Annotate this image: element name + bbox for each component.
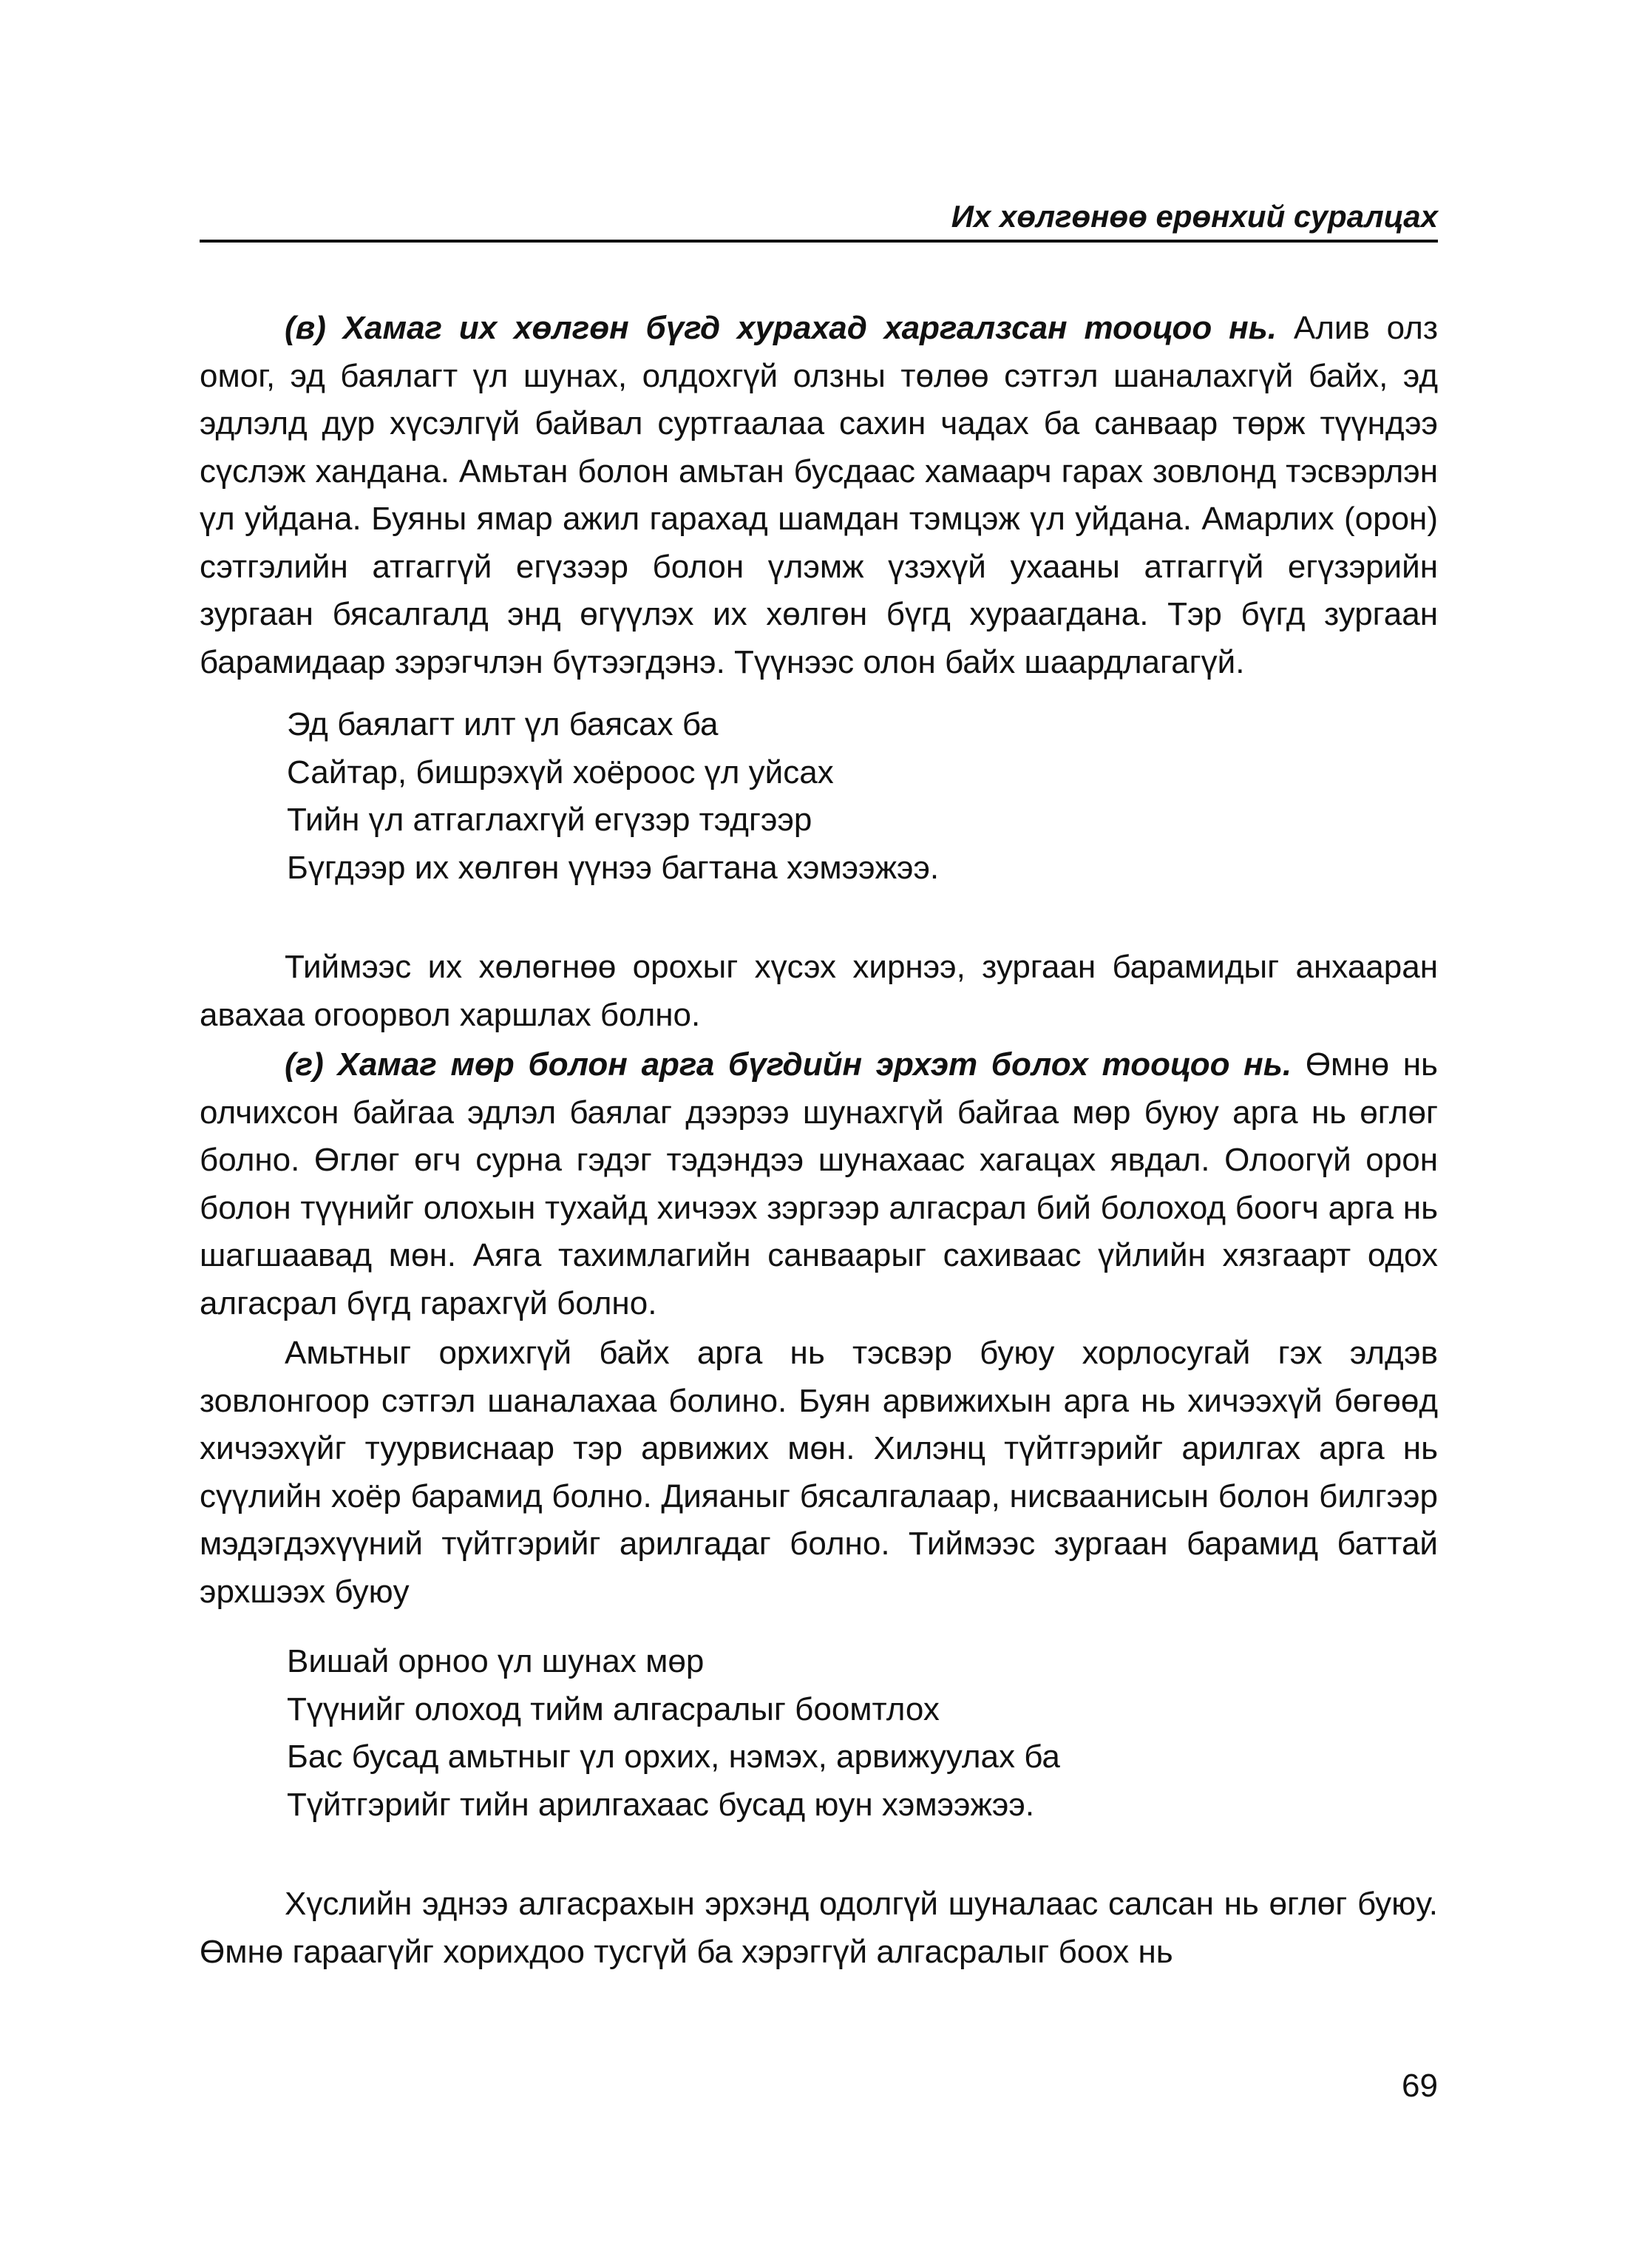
verse-2-line: Түйтгэрийг тийн арилгахаас бусад юун хэмээжээ. (287, 1786, 1035, 1823)
paragraph-after-verse-1: Тиймээс их хөлөгнөө орохыг хүсэх хирнээ, зургаан барамидыг анхааран авахаа огоорвол харшлах болно. (200, 949, 1438, 1033)
verse-1-line: Сайтар, бишрэхүй хоёроос үл уйсах (287, 754, 834, 791)
verse-1-line: Бүгдээр их хөлгөн үүнээ багтана хэмээжээ. (287, 849, 940, 886)
verse-1-line: Эд баялагт илт үл баясах ба (287, 706, 719, 742)
verse-2-line: Бас бусад амьтныг үл орхих, нэмэх, арвижуулах ба (287, 1739, 1060, 1775)
section-v-text: Алив олз омог, эд баялагт үл шунах, олдохгүй олзны төлөө сэтгэл шаналахгүй байх, эд эдлэлд дур хүсэлгүй байвал суртгаалаа сахин чадах ба санваар төрж түүндээ сүслэж хандана. Амьтан болон амьтан бусдаас хамаарч гарах зовлонд тэсвэрлэн үл уйдана. Буяны ямар ажил гарахад шамдан тэмцэж үл уйдана. Амарлих (орон) сэтгэлийн атгаггүй егүзээр болон үлэмж үзэхүй ухааны атгаггүй егүзэрийн зургаан бясалгалд энд өгүүлэх их хөлгөн бүгд хураагдана. Тэр бүгд зургаан барамидаар зэрэгчлэн бүтээгдэнэ. Түүнээс олон байх шаардлагагүй. (200, 310, 1438, 680)
paragraph-last: Хүслийн эднээ алгасрахын эрхэнд одолгүй шуналаас салсан нь өглөг буюу. Өмнө гараагүйг хорихдоо тусгүй ба хэрэггүй алгасралыг боох нь (200, 1886, 1438, 1970)
page-body (200, 305, 1438, 1976)
section-v-paragraph (200, 305, 1438, 686)
header-rule (200, 240, 1438, 243)
section-g-text: Өмнө нь олчихсон байгаа эдлэл баялаг дээрээ шунахгүй байгаа мөр буюу арга нь өглөг болно. Өглөг өгч сурна гэдэг тэдэндээ шунахаас хагацах явдал. Олоогүй орон болон түүнийг олохын тухайд хичээх зэргээр алгасрал бий болоход боогч арга нь шагшаавад мөн. Аяга тахимлагийн санваарыг сахиваас үйлийн хязгаарт одох алгасрал бүгд гарахгүй болно. (200, 1046, 1438, 1321)
verse-2-line: Түүнийг олоход тийм алгасралыг боомтлох (287, 1690, 940, 1727)
verse-2 (200, 1638, 1438, 1829)
section-g-heading: (г) Хамаг мөр болон арга бүгдийн эрхэт болох тооцоо нь. (285, 1046, 1292, 1083)
verse-2-line: Вишай орноо үл шунах мөр (287, 1643, 705, 1679)
running-header: Их хөлгөнөө ерөнхий суралцах (951, 199, 1438, 234)
verse-1-line: Тийн үл атгаглахгүй егүзэр тэдгээр (287, 802, 812, 838)
section-g-paragraph (200, 1041, 1438, 1327)
section-v-heading: (в) Хамаг их хөлгөн бүгд хурахад харгалзсан тооцоо нь. (285, 310, 1277, 346)
page-number: 69 (1402, 2068, 1438, 2104)
verse-1 (200, 701, 1438, 892)
paragraph-2: Амьтныг орхихгүй байх арга нь тэсвэр буюу хорлосугай гэх элдэв зовлонгоор сэтгэл шаналахаа болино. Буян арвижихын арга нь хичээхүй бөгөөд хичээхүйг туурвиснаар тэр арвижих мөн. Хилэнц түйтгэрийг арилгах арга нь сүүлийн хоёр барамид болно. Дияаныг бясалгалаар, нисваанисын болон билгээр мэдэгдэхүүний түйтгэрийг арилгадаг болно. Тиймээс зургаан барамид баттай эрхшээх буюу (200, 1335, 1438, 1610)
